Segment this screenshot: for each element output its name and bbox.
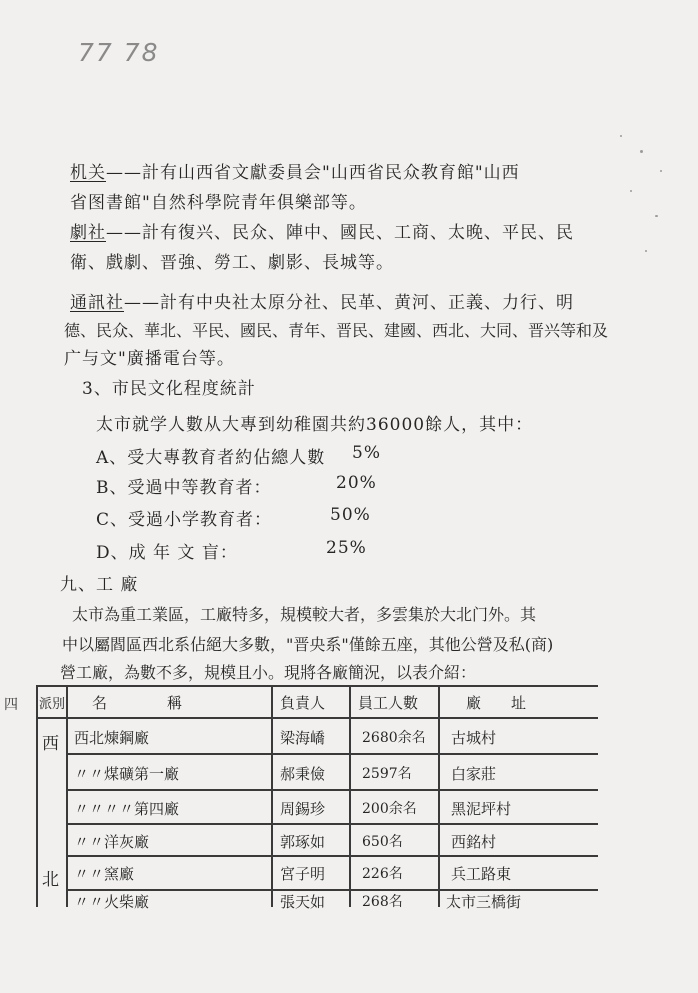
table-cell-head: 梁海嶠 [280, 729, 326, 747]
theater-label: 劇社 [70, 223, 106, 243]
section9-para1: 太市為重工業區，工廠特多，規模較大者，多雲集於大北门外。其 [72, 605, 537, 624]
stat-label: B、受過中等教育者： [96, 478, 272, 498]
theater-line-2: 衛、戲劇、晋強、勞工、劇影、長城等。 [70, 253, 394, 273]
theater-line-1 [70, 218, 574, 243]
table-cell-staff: 2597名 [362, 766, 412, 782]
org-label: 机关 [70, 163, 106, 183]
scan-speck [655, 215, 658, 217]
table-cell-staff: 200余名 [362, 801, 417, 817]
org-text: ——計有山西省文獻委員会"山西省民众教育館"山西 [106, 163, 520, 183]
group-label: 西 [42, 734, 59, 754]
table-cell-staff: 226名 [362, 866, 403, 882]
news-line-1 [70, 288, 574, 313]
table-cell-head: 郭琢如 [280, 833, 326, 851]
header-name: 名 稱 [92, 694, 183, 712]
table-cell-name: 〃〃洋灰廠 [74, 833, 150, 851]
theater-text: ——計有復兴、民众、陣中、國民、工商、太晚、平民、民 [106, 223, 574, 243]
header-site: 廠 址 [466, 694, 527, 712]
section9-heading: 九、工 廠 [60, 575, 139, 595]
stat-value: 25% [326, 538, 367, 558]
scan-speck [630, 190, 632, 192]
news-line-3: 广与文"廣播電台等。 [64, 349, 235, 369]
scan-speck [645, 250, 647, 252]
news-line-2: 德、民众、華北、平民、國民、青年、晋民、建國、西北、大同、晋兴等和及 [64, 321, 609, 340]
table-cell-head: 張天如 [280, 893, 326, 911]
scan-speck [660, 170, 662, 172]
table-cell-name: 〃〃煤礦第一廠 [74, 765, 180, 783]
scan-speck [620, 135, 622, 137]
table-cell-name: 西北煉鋼廠 [74, 729, 150, 747]
table-cell-name: 〃〃火柴廠 [74, 893, 150, 911]
table-cell-site: 兵工路東 [451, 865, 512, 883]
group-label: 北 [42, 870, 59, 890]
margin-note: 77 78 [78, 38, 160, 67]
table-cell-staff: 268名 [362, 894, 403, 910]
scan-speck [640, 150, 643, 153]
table-cell-staff: 650名 [362, 834, 403, 850]
table-cell-name: 〃〃窯廠 [74, 865, 135, 883]
news-label: 通訊社 [70, 293, 124, 313]
stat-value: 5% [352, 443, 381, 463]
section9-para2: 中以屬閻區西北系佔絕大多數，"晋央系"僅餘五座，其他公營及私(商) [62, 635, 554, 654]
table-margin-mark: 四 [4, 697, 18, 713]
stat-item [96, 443, 325, 468]
header-faction: 派別 [39, 697, 66, 712]
org-line-2: 省图書館"自然科學院青年俱樂部等。 [70, 193, 367, 213]
section9-para3: 營工廠，為數不多，規模且小。現將各廠簡況，以表介紹： [60, 663, 477, 682]
table-cell-head: 郝秉儉 [280, 765, 326, 783]
table-cell-site: 黑泥坪村 [451, 800, 512, 818]
table-cell-site: 西銘村 [451, 833, 497, 851]
header-head: 負責人 [280, 694, 326, 712]
stat-label: D、成 年 文 盲： [96, 543, 238, 563]
section3-intro: 太市就学人數从大專到幼稚園共約36000餘人，其中： [96, 415, 534, 435]
news-text: ——計有中央社太原分社、民革、黄河、正義、力行、明 [124, 293, 574, 313]
table-cell-head: 宮子明 [280, 865, 326, 883]
table-cell-site: 白家莊 [451, 765, 497, 783]
stat-item [96, 505, 272, 530]
section3-heading: 3、市民文化程度統計 [82, 379, 256, 399]
table-cell-head: 周錫珍 [280, 800, 326, 818]
org-line-1 [70, 158, 520, 183]
table-cell-site: 太市三橋街 [446, 893, 522, 911]
stat-label: C、受過小学教育者： [96, 510, 273, 530]
table-cell-site: 古城村 [451, 729, 497, 747]
stat-item [96, 473, 272, 498]
stat-item [96, 538, 238, 563]
factory-table [36, 685, 598, 911]
stat-value: 50% [330, 505, 371, 525]
header-staff: 員工人數 [358, 694, 419, 712]
table-cell-name: 〃〃〃〃第四廠 [74, 800, 180, 818]
stat-value: 20% [336, 473, 377, 493]
stat-label: A、受大專教育者約佔總人數 [96, 448, 326, 468]
table-cell-staff: 2680余名 [362, 730, 426, 746]
